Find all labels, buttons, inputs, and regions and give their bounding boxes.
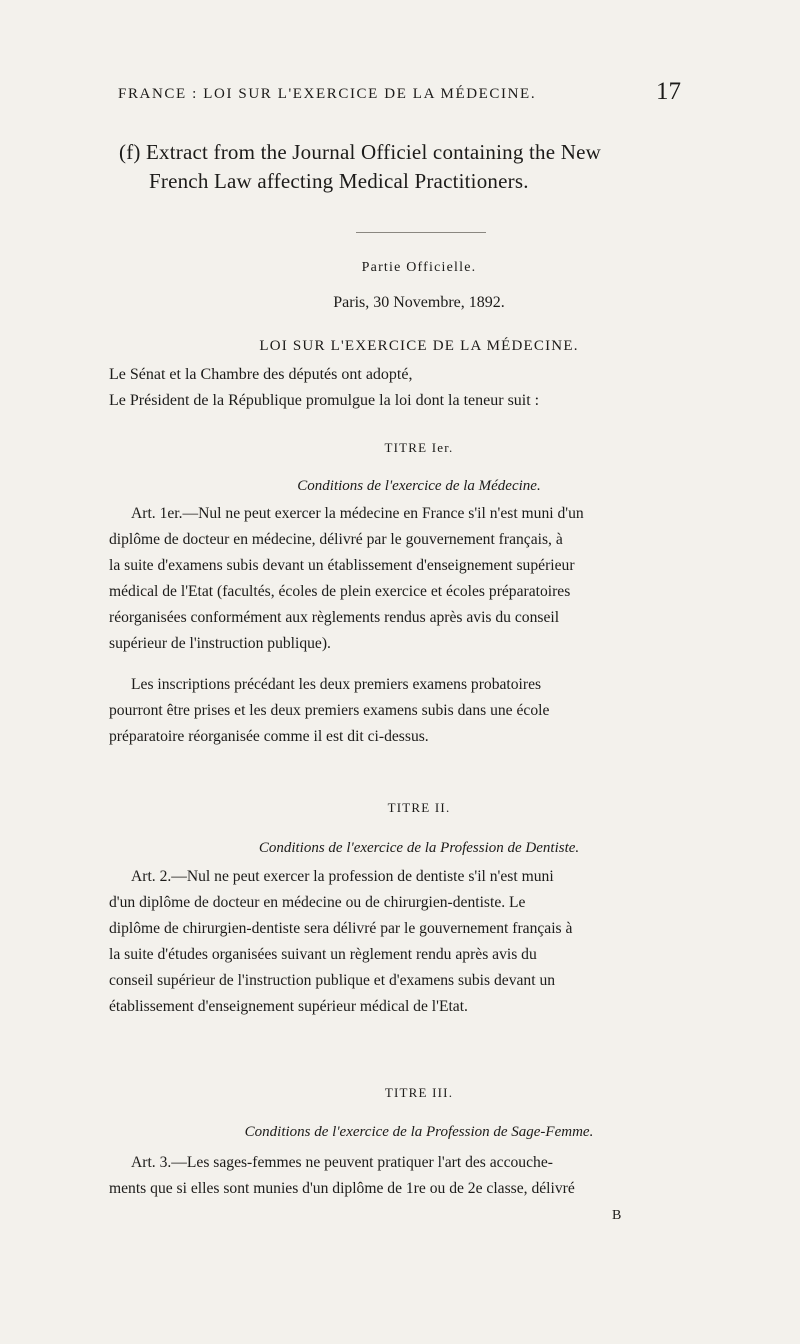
- article-line: diplôme de docteur en médecine, délivré par le gouvernement français, à: [109, 531, 563, 548]
- article-1-paragraph-2: [109, 672, 729, 750]
- article-line: préparatoire réorganisée comme il est dit ci-dessus.: [109, 728, 429, 745]
- article-line: la suite d'examens subis devant un établissement d'enseignement supérieur: [109, 557, 575, 574]
- titre-1-subtitle: Conditions de l'exercice de la Médecine.: [297, 478, 541, 494]
- section-heading-line-1: (f) Extract from the Journal Officiel containing the New: [119, 140, 601, 164]
- titre-3-label: TITRE III.: [384, 1085, 454, 1100]
- dateline: Paris, 30 Novembre, 1892.: [333, 294, 505, 311]
- article-1: [109, 501, 729, 657]
- titre-2-subtitle: Conditions de l'exercice de la Profession de Dentiste.: [258, 840, 580, 856]
- article-line: Art. 3.—Les sages-femmes ne peuvent pratiquer l'art des accouche-: [131, 1154, 553, 1171]
- article-line: réorganisées conformément aux règlements rendus après avis du conseil: [109, 609, 560, 626]
- law-title: LOI SUR L'EXERCICE DE LA MÉDECINE.: [259, 338, 579, 354]
- titre-1-label: TITRE Ier.: [384, 440, 454, 455]
- article-line: établissement d'enseignement supérieur médical de l'Etat.: [109, 998, 468, 1015]
- preamble-line: Le Sénat et la Chambre des députés ont adopté,: [109, 366, 413, 383]
- signature-mark: B: [612, 1208, 622, 1223]
- divider-rule: [356, 232, 486, 233]
- preamble-line: Le Président de la République promulgue la loi dont la teneur suit :: [109, 392, 540, 409]
- article-line: médical de l'Etat (facultés, écoles de plein exercice et écoles préparatoires: [109, 583, 571, 600]
- article-line: diplôme de chirurgien-dentiste sera délivré par le gouvernement français à: [109, 920, 573, 937]
- preamble: [109, 362, 729, 414]
- article-line: Les inscriptions précédant les deux premiers examens probatoires: [131, 676, 542, 693]
- article-2: [109, 864, 729, 1020]
- article-line: Art. 1er.—Nul ne peut exercer la médecine en France s'il n'est muni d'un: [131, 505, 584, 522]
- titre-2-label: TITRE II.: [387, 800, 451, 815]
- article-line: supérieur de l'instruction publique).: [109, 635, 331, 652]
- article-line: Art. 2.—Nul ne peut exercer la profession de dentiste s'il n'est muni: [131, 868, 554, 885]
- partie-officielle: Partie Officielle.: [361, 260, 477, 275]
- article-line: pourront être prises et les deux premiers examens subis dans une école: [109, 702, 550, 719]
- article-line: la suite d'études organisées suivant un règlement rendu après avis du: [109, 946, 537, 963]
- section-heading-line-2: French Law affecting Medical Practitioners.: [149, 169, 529, 193]
- article-line: conseil supérieur de l'instruction publique et d'examens subis devant un: [109, 972, 556, 989]
- article-line: d'un diplôme de docteur en médecine ou de chirurgien-dentiste. Le: [109, 894, 526, 911]
- running-head: FRANCE : LOI SUR L'EXERCICE DE LA MÉDECINE.: [118, 86, 537, 102]
- titre-3-subtitle: Conditions de l'exercice de la Profession de Sage-Femme.: [244, 1124, 594, 1140]
- article-line: ments que si elles sont munies d'un diplôme de 1re ou de 2e classe, délivré: [109, 1180, 575, 1197]
- page-number: 17: [656, 78, 681, 105]
- article-3: [109, 1150, 729, 1202]
